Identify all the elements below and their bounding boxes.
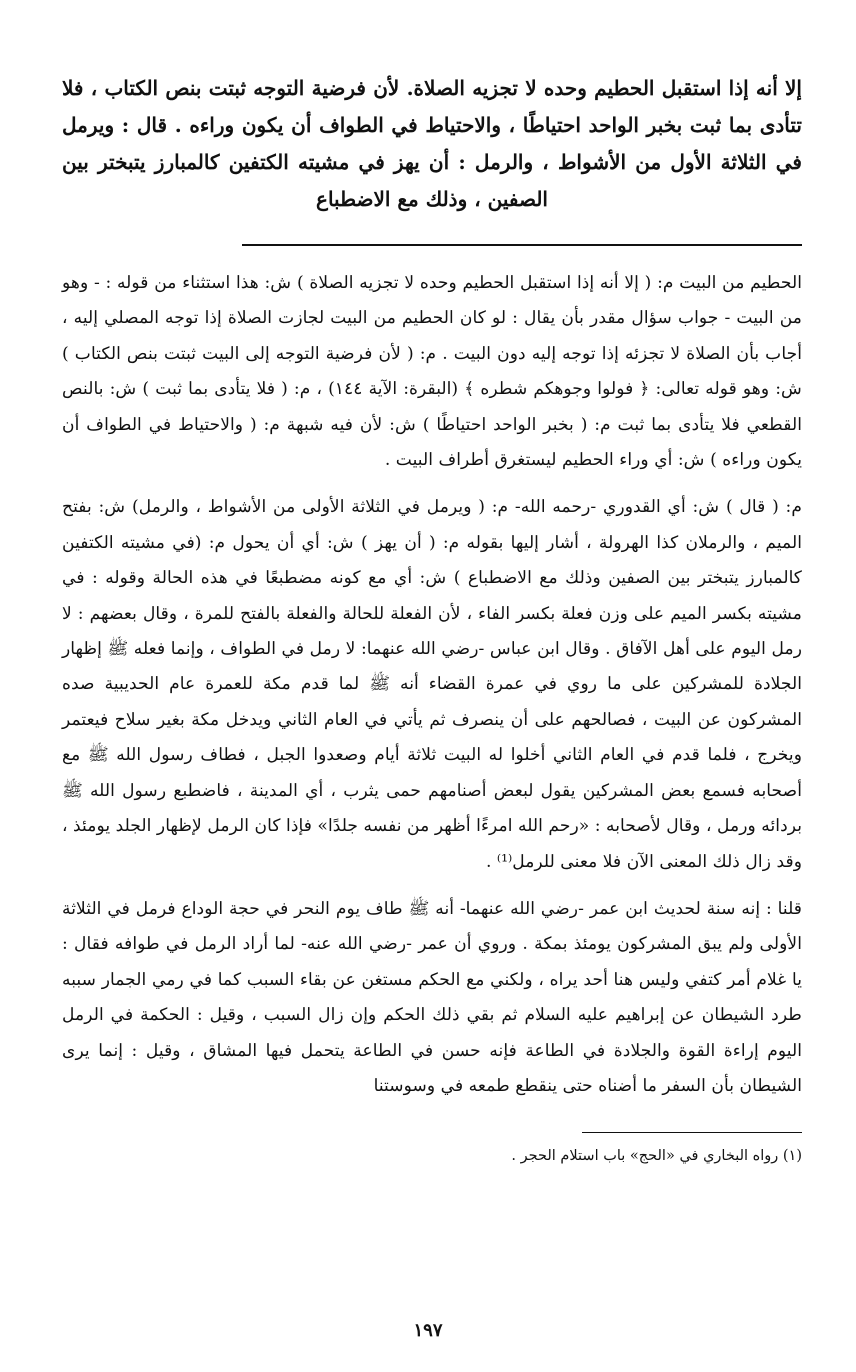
commentary	[62, 266, 802, 1104]
commentary-paragraph-1: الحطيم من البيت م: ( إلا أنه إذا استقبل الحطيم وحده لا تجزيه الصلاة ) ش: هذا استثناء من قوله : - وهو من البيت - جواب سؤال مقدر بأن يقال : لو كان الحطيم من البيت لجازت الصلاة إذا توجه المصلي إليه ، أجاب بأن الصلاة لا تجزئه إذا توجه إليه دون البيت . م: ( لأن فرضية التوجه إلى البيت ثبتت بنص الكتاب ) ش: وهو قوله تعالى: ﴿ فولوا وجوهكم شطره ﴾ (البقرة: الآية ١٤٤) ، م: ( فلا يتأدى بما ثبت ) ش: بالنص القطعي فلا يتأدى بما ثبت م: ( بخبر الواحد احتياطًا ) ش: لأن فيه شبهة م: ( والاحتياط في الطواف أن يكون وراءه ) ش: أي وراء الحطيم ليستغرق أطراف البيت .	[62, 273, 803, 471]
matn-text: إلا أنه إذا استقبل الحطيم وحده لا تجزيه الصلاة. لأن فرضية التوجه ثبتت بنص الكتاب ، فلا تتأدى بما ثبت بخبر الواحد احتياطًا ، والاحتياط في الطواف أن يكون وراءه . قال : ويرمل في الثلاثة الأول من الأشواط ، والرمل : أن يهز في مشيته الكتفين كالمبارز يتبختر بين الصفين ، وذلك مع الاضطباع	[62, 76, 802, 211]
footnote-divider	[582, 1132, 802, 1133]
commentary-paragraph-2: م: ( قال ) ش: أي القدوري -رحمه الله- م: ( ويرمل في الثلاثة الأولى من الأشواط ، والرمل) ش: بفتح الميم ، والرملان كذا الهرولة ، أشار إليها بقوله م: ( أن يهز ) ش: أي أن يحول م: (في مشيته الكتفين كالمبارز يتبختر بين الصفين وذلك مع الاضطباع ) ش: أي مع كونه مضطبعًا في هذه الحالة وقوله : في مشيته بكسر الميم على وزن فعلة بكسر الفاء ، لأن الفعلة للحالة والفعلة بالفتح للمرة ، وقال بعضهم : لا رمل اليوم على أهل الآفاق . وقال ابن عباس -رضي الله عنهما: لا رمل في الطواف ، وإنما فعله ﷺ إظهار الجلادة للمشركين على ما روي في عمرة القضاء أنه ﷺ لما قدم مكة للعمرة عام الحديبية صده المشركون عن البيت ، فصالحهم على أن ينصرف ثم يأتي في العام الثاني ويدخل مكة بغير سلاح فيعتمر ويخرج ، فلما قدم في العام الثاني أخلوا له البيت ثلاثة أيام وصعدوا الجبل ، فطاف رسول الله ﷺ مع أصحابه فسمع بعض المشركين يقول لبعض أصنامهم حمى يثرب ، أي المدينة ، فاضطبع رسول الله ﷺ بردائه ورمل ، وقال لأصحابه : «رحم الله امرءًا أظهر من نفسه جلدًا» فإذا كان الرمل لإظهار الجلد يومئذ ، وقد زال ذلك المعنى الآن فلا معنى للرمل⁽¹⁾ .	[62, 497, 802, 872]
page-number: ١٩٧	[413, 1320, 443, 1341]
footnote: (١) رواه البخاري في «الحج» باب استلام الحجر .	[511, 1148, 802, 1165]
page-content	[62, 70, 802, 1169]
matn-divider	[242, 244, 802, 246]
commentary-paragraph-3: قلنا : إنه سنة لحديث ابن عمر -رضي الله عنهما- أنه ﷺ طاف يوم النحر في حجة الوداع فرمل في الثلاثة الأولى ولم يبق المشركون يومئذ بمكة . وروي أن عمر -رضي الله عنه- لما أراد الرمل في طوافه فقال : يا غلام أمر كتفي وليس هنا أحد يراه ، ولكني مع الحكم مستغن عن بقاء السبب كما في رمي الجمار سببه طرد الشيطان عن إبراهيم عليه السلام ثم بقي ذلك الحكم وإن زال السبب ، وقيل : الحكمة في الرمل اليوم إراءة القوة والجلادة في الطاعة فإنه حسن في الطاعة يتحمل فيها المشاق ، وقيل : إنما يرى الشيطان بأن السفر ما أضناه حتى ينقطع طمعه في وسوستنا	[62, 898, 802, 1096]
